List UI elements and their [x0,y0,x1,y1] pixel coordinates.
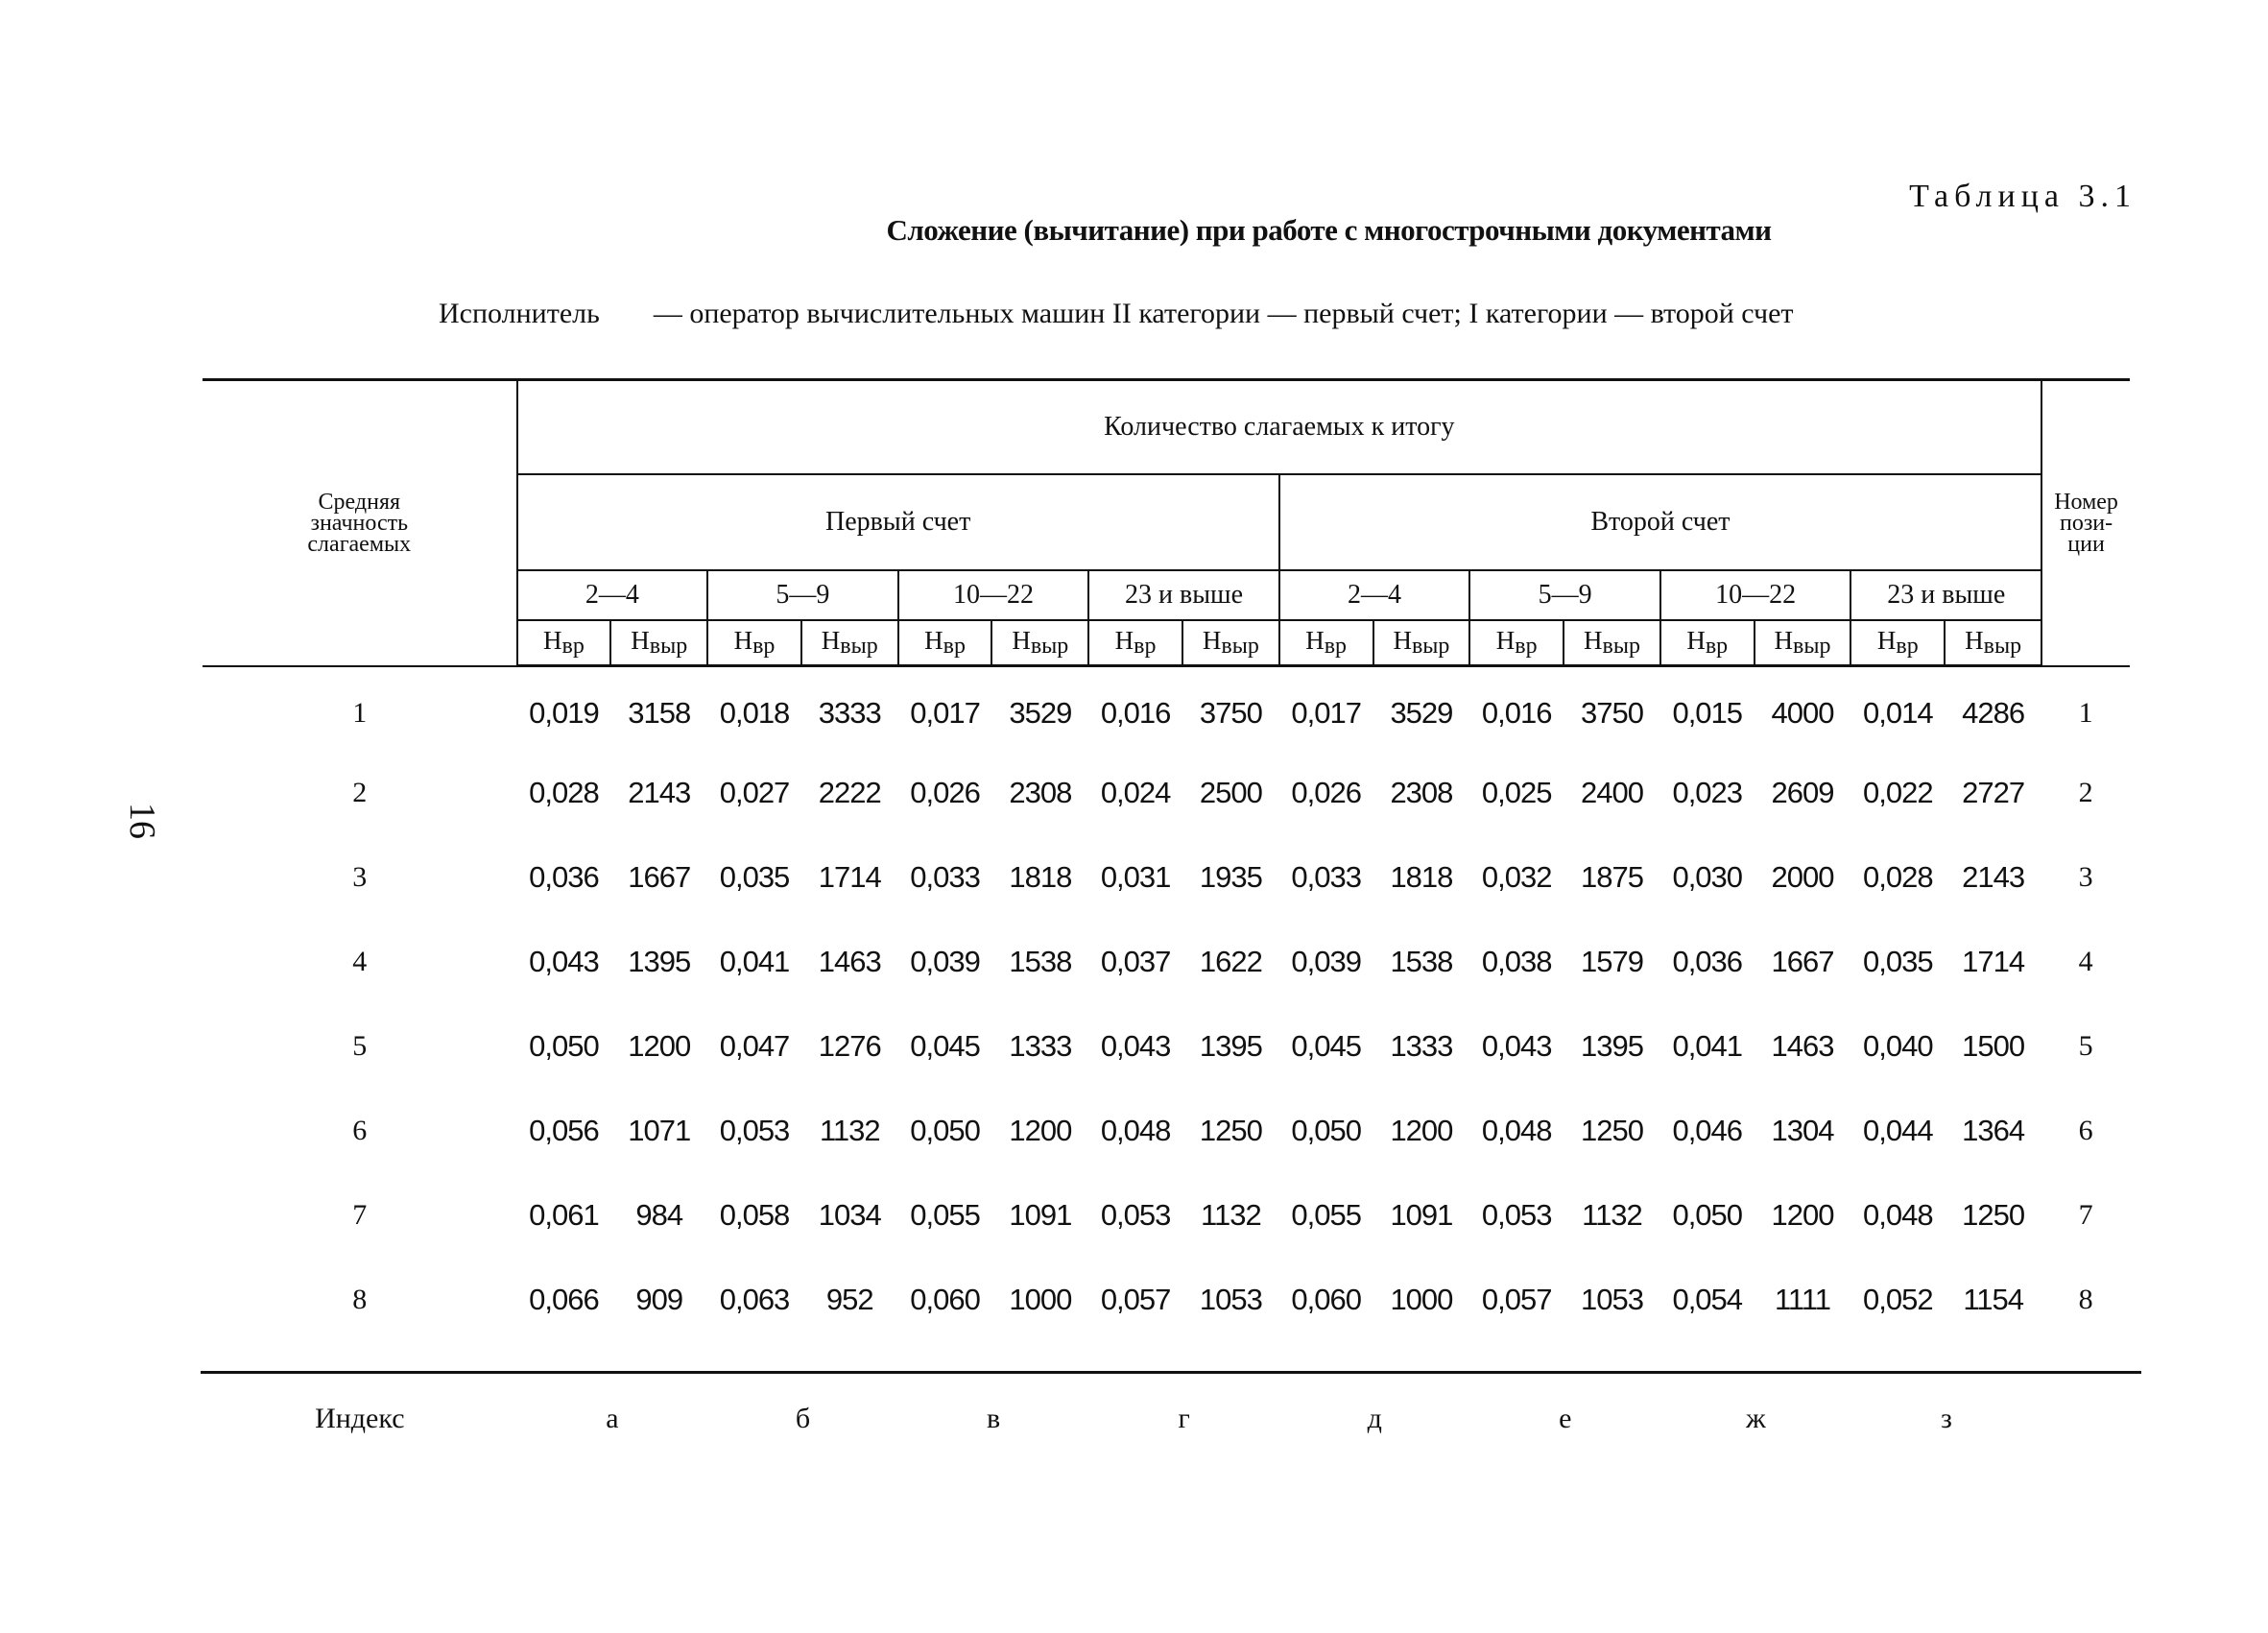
cell-time-norm: 0,061 [529,1197,599,1232]
cell-output-norm: 1622 [1199,944,1262,978]
unit-time-norm [517,620,611,666]
header-range: 5—9 [1469,570,1660,620]
cell-time-norm: 0,036 [529,859,599,894]
cell-time-norm: 0,050 [910,1113,980,1147]
cell-time-norm: 0,039 [910,944,980,978]
header-position-number: Номер пози- ции [2041,380,2130,666]
unit-base: Н [1876,625,1897,655]
cell-output-norm: 1132 [1582,1197,1642,1232]
table-label: Таблица 3.1 [1909,179,2137,214]
cell-output-norm: 1304 [1771,1113,1834,1147]
unit-output-norm [991,620,1088,666]
unit-subscript: вр [1134,633,1157,659]
cell-time-norm: 0,038 [1481,944,1552,978]
header-range: 23 и выше [1088,570,1279,620]
index-row [203,1400,2130,1438]
unit-output-norm [1182,620,1279,666]
cell-output-norm: 1053 [1580,1282,1643,1316]
cell-time-norm: 0,022 [1863,775,1933,809]
cell-output-norm: 1250 [1199,1113,1262,1147]
cell-time-norm: 0,027 [719,775,790,809]
unit-output-norm [1373,620,1470,666]
unit-subscript: вр [1705,633,1729,659]
cell-output-norm: 1091 [1390,1197,1453,1232]
cell-time-norm: 0,018 [719,696,790,731]
cell-output-norm: 1395 [1580,1028,1643,1063]
cell-output-norm: 4000 [1771,696,1834,731]
cell-time-norm: 0,014 [1863,696,1933,731]
table-row [203,835,2130,920]
unit-subscript: выр [1602,633,1640,659]
unit-base: Н [631,625,650,655]
cell-output-norm: 2222 [818,775,881,809]
unit-base: Н [543,625,562,655]
cell-time-norm: 0,037 [1100,944,1171,978]
cell-output-norm: 1250 [1962,1197,2025,1232]
row-position: 5 [2078,1029,2093,1062]
row-label: 5 [352,1029,368,1062]
cell-time-norm: 0,050 [529,1028,599,1063]
table-row [203,920,2130,1004]
table-body [203,666,2130,1342]
unit-base: Н [1305,625,1325,655]
cell-time-norm: 0,057 [1100,1282,1171,1316]
unit-output-norm [1945,620,2041,666]
unit-subscript: вр [943,633,966,659]
index-label: Индекс [315,1403,405,1434]
cell-output-norm: 1538 [1009,944,1072,978]
cell-output-norm: 1200 [1009,1113,1072,1147]
cell-time-norm: 0,054 [1672,1282,1743,1316]
cell-output-norm: 1000 [1390,1282,1453,1316]
table-row [203,1004,2130,1089]
cell-time-norm: 0,017 [910,696,980,731]
header-avg-significance: Средняя значность слагаемых [203,380,517,666]
cell-output-norm: 1071 [628,1113,691,1147]
unit-subscript: выр [1030,633,1069,659]
unit-base: Н [1965,625,1984,655]
unit-base: Н [1774,625,1794,655]
unit-subscript: выр [1411,633,1450,659]
cell-time-norm: 0,040 [1863,1028,1933,1063]
cell-output-norm: 2000 [1771,859,1834,894]
cell-output-norm: 1538 [1390,944,1453,978]
unit-subscript: вр [752,633,776,659]
cell-time-norm: 0,052 [1863,1282,1933,1316]
unit-subscript: выр [649,633,688,659]
cell-output-norm: 2308 [1390,775,1453,809]
index-letter: а [606,1403,619,1434]
row-position: 7 [2078,1198,2093,1231]
cell-output-norm: 1395 [1199,1028,1262,1063]
unit-base: Н [821,625,841,655]
cell-time-norm: 0,036 [1672,944,1743,978]
unit-subscript: выр [1221,633,1259,659]
row-label: 3 [352,860,368,893]
cell-output-norm: 1818 [1390,859,1453,894]
cell-time-norm: 0,045 [1291,1028,1361,1063]
cell-time-norm: 0,053 [1100,1197,1171,1232]
unit-time-norm [1279,620,1373,666]
cell-output-norm: 3529 [1009,696,1072,731]
unit-output-norm [610,620,707,666]
document-title [0,213,1773,248]
unit-time-norm [1469,620,1564,666]
cell-time-norm: 0,041 [719,944,790,978]
cell-output-norm: 2143 [628,775,691,809]
cell-output-norm: 2143 [1962,859,2025,894]
row-label: 1 [352,697,368,729]
unit-base: Н [924,625,943,655]
index-letter: г [1178,1403,1190,1434]
cell-time-norm: 0,039 [1291,944,1361,978]
row-position: 1 [2078,697,2093,729]
header-range: 2—4 [1279,570,1470,620]
unit-base: Н [1686,625,1706,655]
cell-time-norm: 0,060 [910,1282,980,1316]
cell-output-norm: 1200 [1390,1113,1453,1147]
executor-value: — оператор вычислительных машин II категории — первый счет; I категории — второй счет [653,298,1794,329]
cell-output-norm: 1364 [1962,1113,2025,1147]
header-first-count: Первый счет [517,474,1279,570]
document-title-text: Сложение (вычитание) при работе с многострочными документами [886,213,1772,247]
cell-time-norm: 0,050 [1291,1113,1361,1147]
cell-output-norm: 1333 [1390,1028,1453,1063]
cell-output-norm: 3750 [1199,696,1262,731]
header-second-count: Второй счет [1279,474,2041,570]
row-position: 4 [2078,945,2093,977]
unit-time-norm [1088,620,1182,666]
cell-output-norm: 1667 [1771,944,1834,978]
bottom-rule [201,1371,2141,1374]
cell-time-norm: 0,066 [529,1282,599,1316]
cell-output-norm: 3750 [1580,696,1643,731]
unit-subscript: вр [1324,633,1348,659]
header-range: 2—4 [517,570,708,620]
index-letter: з [1941,1403,1952,1434]
cell-output-norm: 1667 [628,859,691,894]
cell-output-norm: 984 [635,1197,683,1232]
cell-time-norm: 0,043 [529,944,599,978]
cell-output-norm: 1395 [628,944,691,978]
cell-time-norm: 0,033 [1291,859,1361,894]
unit-time-norm [898,620,992,666]
header-range: 23 и выше [1850,570,2041,620]
unit-base: Н [733,625,753,655]
cell-output-norm: 1132 [1201,1197,1261,1232]
unit-base: Н [1012,625,1031,655]
cell-time-norm: 0,058 [719,1197,790,1232]
row-position: 8 [2078,1283,2093,1315]
cell-time-norm: 0,050 [1672,1197,1743,1232]
cell-output-norm: 3529 [1390,696,1453,731]
index-letter: е [1559,1403,1572,1434]
cell-time-norm: 0,026 [1291,775,1361,809]
cell-output-norm: 952 [825,1282,873,1316]
cell-time-norm: 0,057 [1481,1282,1552,1316]
cell-time-norm: 0,048 [1100,1113,1171,1147]
cell-time-norm: 0,030 [1672,859,1743,894]
cell-output-norm: 1935 [1199,859,1262,894]
cell-output-norm: 4286 [1962,696,2025,731]
cell-output-norm: 1000 [1009,1282,1072,1316]
unit-base: Н [1202,625,1222,655]
cell-time-norm: 0,053 [1481,1197,1552,1232]
cell-time-norm: 0,028 [529,775,599,809]
cell-output-norm: 2400 [1580,775,1643,809]
cell-time-norm: 0,024 [1100,775,1171,809]
cell-time-norm: 0,048 [1481,1113,1552,1147]
page-number: 16 [122,803,162,839]
cell-time-norm: 0,026 [910,775,980,809]
cell-output-norm: 1091 [1009,1197,1072,1232]
cell-time-norm: 0,047 [719,1028,790,1063]
cell-time-norm: 0,023 [1672,775,1743,809]
cell-output-norm: 2500 [1199,775,1262,809]
table-row [203,751,2130,835]
cell-time-norm: 0,031 [1100,859,1171,894]
unit-base: Н [1495,625,1516,655]
unit-output-norm [1755,620,1851,666]
index-letter: в [986,1403,1001,1434]
cell-output-norm: 2308 [1009,775,1072,809]
header-range: 10—22 [1660,570,1851,620]
cell-time-norm: 0,032 [1481,859,1552,894]
cell-time-norm: 0,016 [1100,696,1171,731]
cell-output-norm: 2609 [1771,775,1834,809]
table-row [203,1173,2130,1258]
unit-subscript: вр [561,633,585,659]
cell-time-norm: 0,060 [1291,1282,1361,1316]
cell-time-norm: 0,043 [1481,1028,1552,1063]
row-position: 2 [2078,776,2093,808]
cell-time-norm: 0,015 [1672,696,1743,731]
cell-output-norm: 1132 [819,1113,880,1147]
cell-time-norm: 0,041 [1672,1028,1743,1063]
cell-time-norm: 0,033 [910,859,980,894]
header-range: 5—9 [707,570,898,620]
header-range: 10—22 [898,570,1089,620]
cell-output-norm: 3158 [628,696,691,731]
row-position: 3 [2078,860,2093,893]
cell-output-norm: 1250 [1580,1113,1643,1147]
cell-output-norm: 1053 [1199,1282,1262,1316]
unit-subscript: вр [1515,633,1538,659]
cell-output-norm: 3333 [818,696,881,731]
unit-output-norm [1564,620,1660,666]
cell-time-norm: 0,055 [910,1197,980,1232]
unit-subscript: выр [1793,633,1831,659]
cell-output-norm: 2727 [1962,775,2025,809]
cell-time-norm: 0,017 [1291,696,1361,731]
cell-output-norm: 909 [635,1282,683,1316]
executor-line [439,298,1794,330]
cell-output-norm: 1818 [1009,859,1072,894]
row-label: 2 [352,776,368,808]
cell-output-norm: 1500 [1962,1028,2025,1063]
cell-time-norm: 0,063 [719,1282,790,1316]
cell-output-norm: 1111 [1774,1282,1831,1316]
cell-time-norm: 0,053 [719,1113,790,1147]
cell-time-norm: 0,046 [1672,1113,1743,1147]
unit-time-norm [1850,620,1945,666]
cell-time-norm: 0,056 [529,1113,599,1147]
row-label: 4 [352,945,368,977]
table-row [203,666,2130,751]
table-row [203,1258,2130,1342]
norms-table [203,378,2130,1342]
cell-time-norm: 0,028 [1863,859,1933,894]
unit-base: Н [1114,625,1134,655]
index-letter: б [795,1403,811,1434]
index-letter: ж [1746,1403,1766,1434]
cell-time-norm: 0,019 [529,696,599,731]
cell-time-norm: 0,016 [1481,696,1552,731]
cell-output-norm: 1276 [818,1028,881,1063]
cell-time-norm: 0,035 [1863,944,1933,978]
cell-time-norm: 0,048 [1863,1197,1933,1232]
cell-time-norm: 0,043 [1100,1028,1171,1063]
row-label: 8 [352,1283,368,1315]
cell-output-norm: 1200 [1771,1197,1834,1232]
header-group-title: Количество слагаемых к итогу [517,380,2042,474]
cell-time-norm: 0,035 [719,859,790,894]
index-letter: д [1367,1403,1382,1434]
cell-output-norm: 1875 [1580,859,1643,894]
executor-label: Исполнитель [439,298,600,329]
cell-output-norm: 1463 [818,944,881,978]
cell-output-norm: 1034 [818,1197,881,1232]
cell-output-norm: 1463 [1771,1028,1834,1063]
unit-time-norm [1660,620,1755,666]
cell-time-norm: 0,025 [1481,775,1552,809]
table-row [203,1089,2130,1173]
cell-time-norm: 0,044 [1863,1113,1933,1147]
cell-time-norm: 0,045 [910,1028,980,1063]
unit-subscript: выр [840,633,878,659]
cell-output-norm: 1154 [1963,1282,2023,1316]
unit-time-norm [707,620,801,666]
unit-output-norm [801,620,898,666]
unit-base: Н [1393,625,1412,655]
row-position: 6 [2078,1114,2093,1146]
cell-time-norm: 0,055 [1291,1197,1361,1232]
cell-output-norm: 1333 [1009,1028,1072,1063]
cell-output-norm: 1714 [1962,944,2025,978]
index-spacer [2041,1400,2130,1438]
unit-base: Н [1583,625,1603,655]
cell-output-norm: 1579 [1580,944,1643,978]
cell-output-norm: 1200 [628,1028,691,1063]
row-label: 7 [352,1198,368,1231]
row-label: 6 [352,1114,368,1146]
unit-subscript: выр [1983,633,2022,659]
unit-subscript: вр [1896,633,1919,659]
cell-output-norm: 1714 [818,859,881,894]
